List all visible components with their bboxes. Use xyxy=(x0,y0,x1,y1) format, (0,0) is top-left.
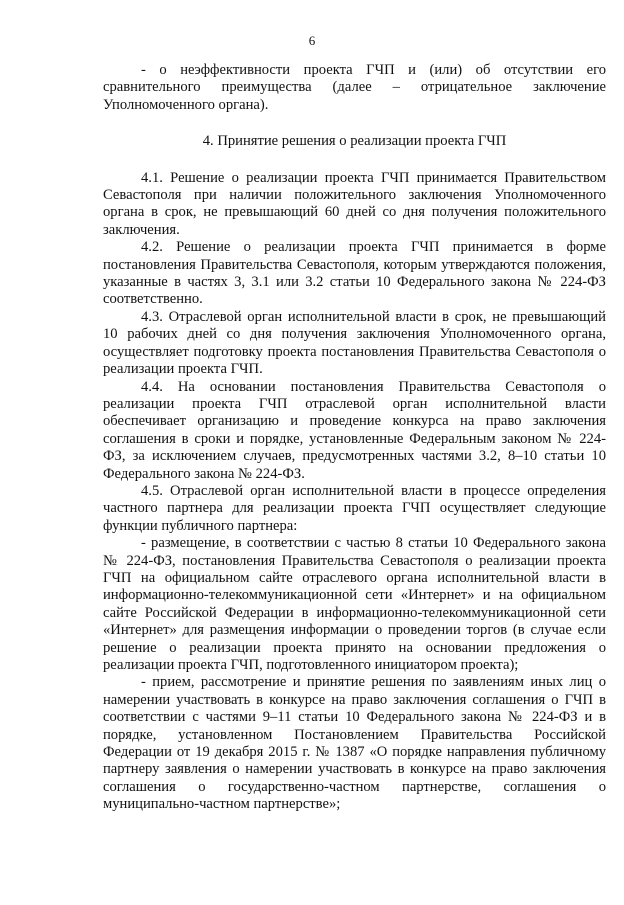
page-number: 6 xyxy=(308,33,316,48)
document-body xyxy=(103,62,606,814)
section-heading: 4. Принятие решения о реализации проекта ГЧП xyxy=(202,133,507,150)
intro-list-item: - о неэффективности проекта ГЧП и (или) об отсутствии его сравнительного преимущества (далее – отрицательное заключение Уполномоченного органа). xyxy=(103,62,606,113)
paragraph-4-1: 4.1. Решение о реализации проекта ГЧП принимается Правительством Севастополя при наличии положительного заключения Уполномоченного органа в срок, не превышающий 60 дней со дня получения положительного заключения. xyxy=(103,169,606,238)
paragraph-4-4: 4.4. На основании постановления Правительства Севастополя о реализации проекта ГЧП отраслевой орган исполнительной власти обеспечивает организацию и проведение конкурса на право заключения соглашения в сроки и порядке, установленные Федеральным законом № 224-ФЗ, за исключением случаев, предусмотренных частями 3.2, 8–10 статьи 10 Федерального закона № 224-ФЗ. xyxy=(103,378,606,482)
paragraph-4-3: 4.3. Отраслевой орган исполнительной власти в срок, не превышающий 10 рабочих дней со дня получения заключения Уполномоченного органа, осуществляет подготовку проекта постановления Правительства Севастополя о реализации проекта ГЧП. xyxy=(103,308,606,378)
paragraph-4-5: 4.5. Отраслевой орган исполнительной власти в процессе определения частного партнера для реализации проекта ГЧП осуществляет следующие функции публичного партнера: xyxy=(103,482,606,534)
paragraph-4-2: 4.2. Решение о реализации проекта ГЧП принимается в форме постановления Правительства Севастополя, которым утверждаются положения, указанные в частях 3, 3.1 или 3.2 статьи 10 Федерального закона № 224-ФЗ соответственно. xyxy=(103,239,606,308)
list-item-placement: - размещение, в соответствии с частью 8 статьи 10 Федерального закона № 224-ФЗ, постановления Правительства Севастополя о реализации проекта ГЧП на официальном сайте отраслевого органа исполнительной власти в информационно-телекоммуникационной сети «Интернет» и на официальном сайте Российской Федерации в информационно-телекоммуникационной сети «Интернет» для размещения информации о проведении торгов (в случае если решение о реализации проекта принято на основании предложения о реализации проекта ГЧП, подготовленного инициатором проекта); xyxy=(103,535,606,673)
list-item-reception: - прием, рассмотрение и принятие решения по заявлениям иных лиц о намерении участвовать в конкурсе на право заключения соглашения о ГЧП в соответствии с частями 9–11 статьи 10 Федерального закона № 224-ФЗ и в порядке, установленном Постановлением Правительства Российской Федерации от 19 декабря 2015 г. № 1387 «О порядке направления публичному партнеру заявления о намерении участвовать в конкурсе на право заключения соглашения о государственно-частном партнерстве, соглашения о муниципально-частном партнерстве»; xyxy=(103,674,606,813)
